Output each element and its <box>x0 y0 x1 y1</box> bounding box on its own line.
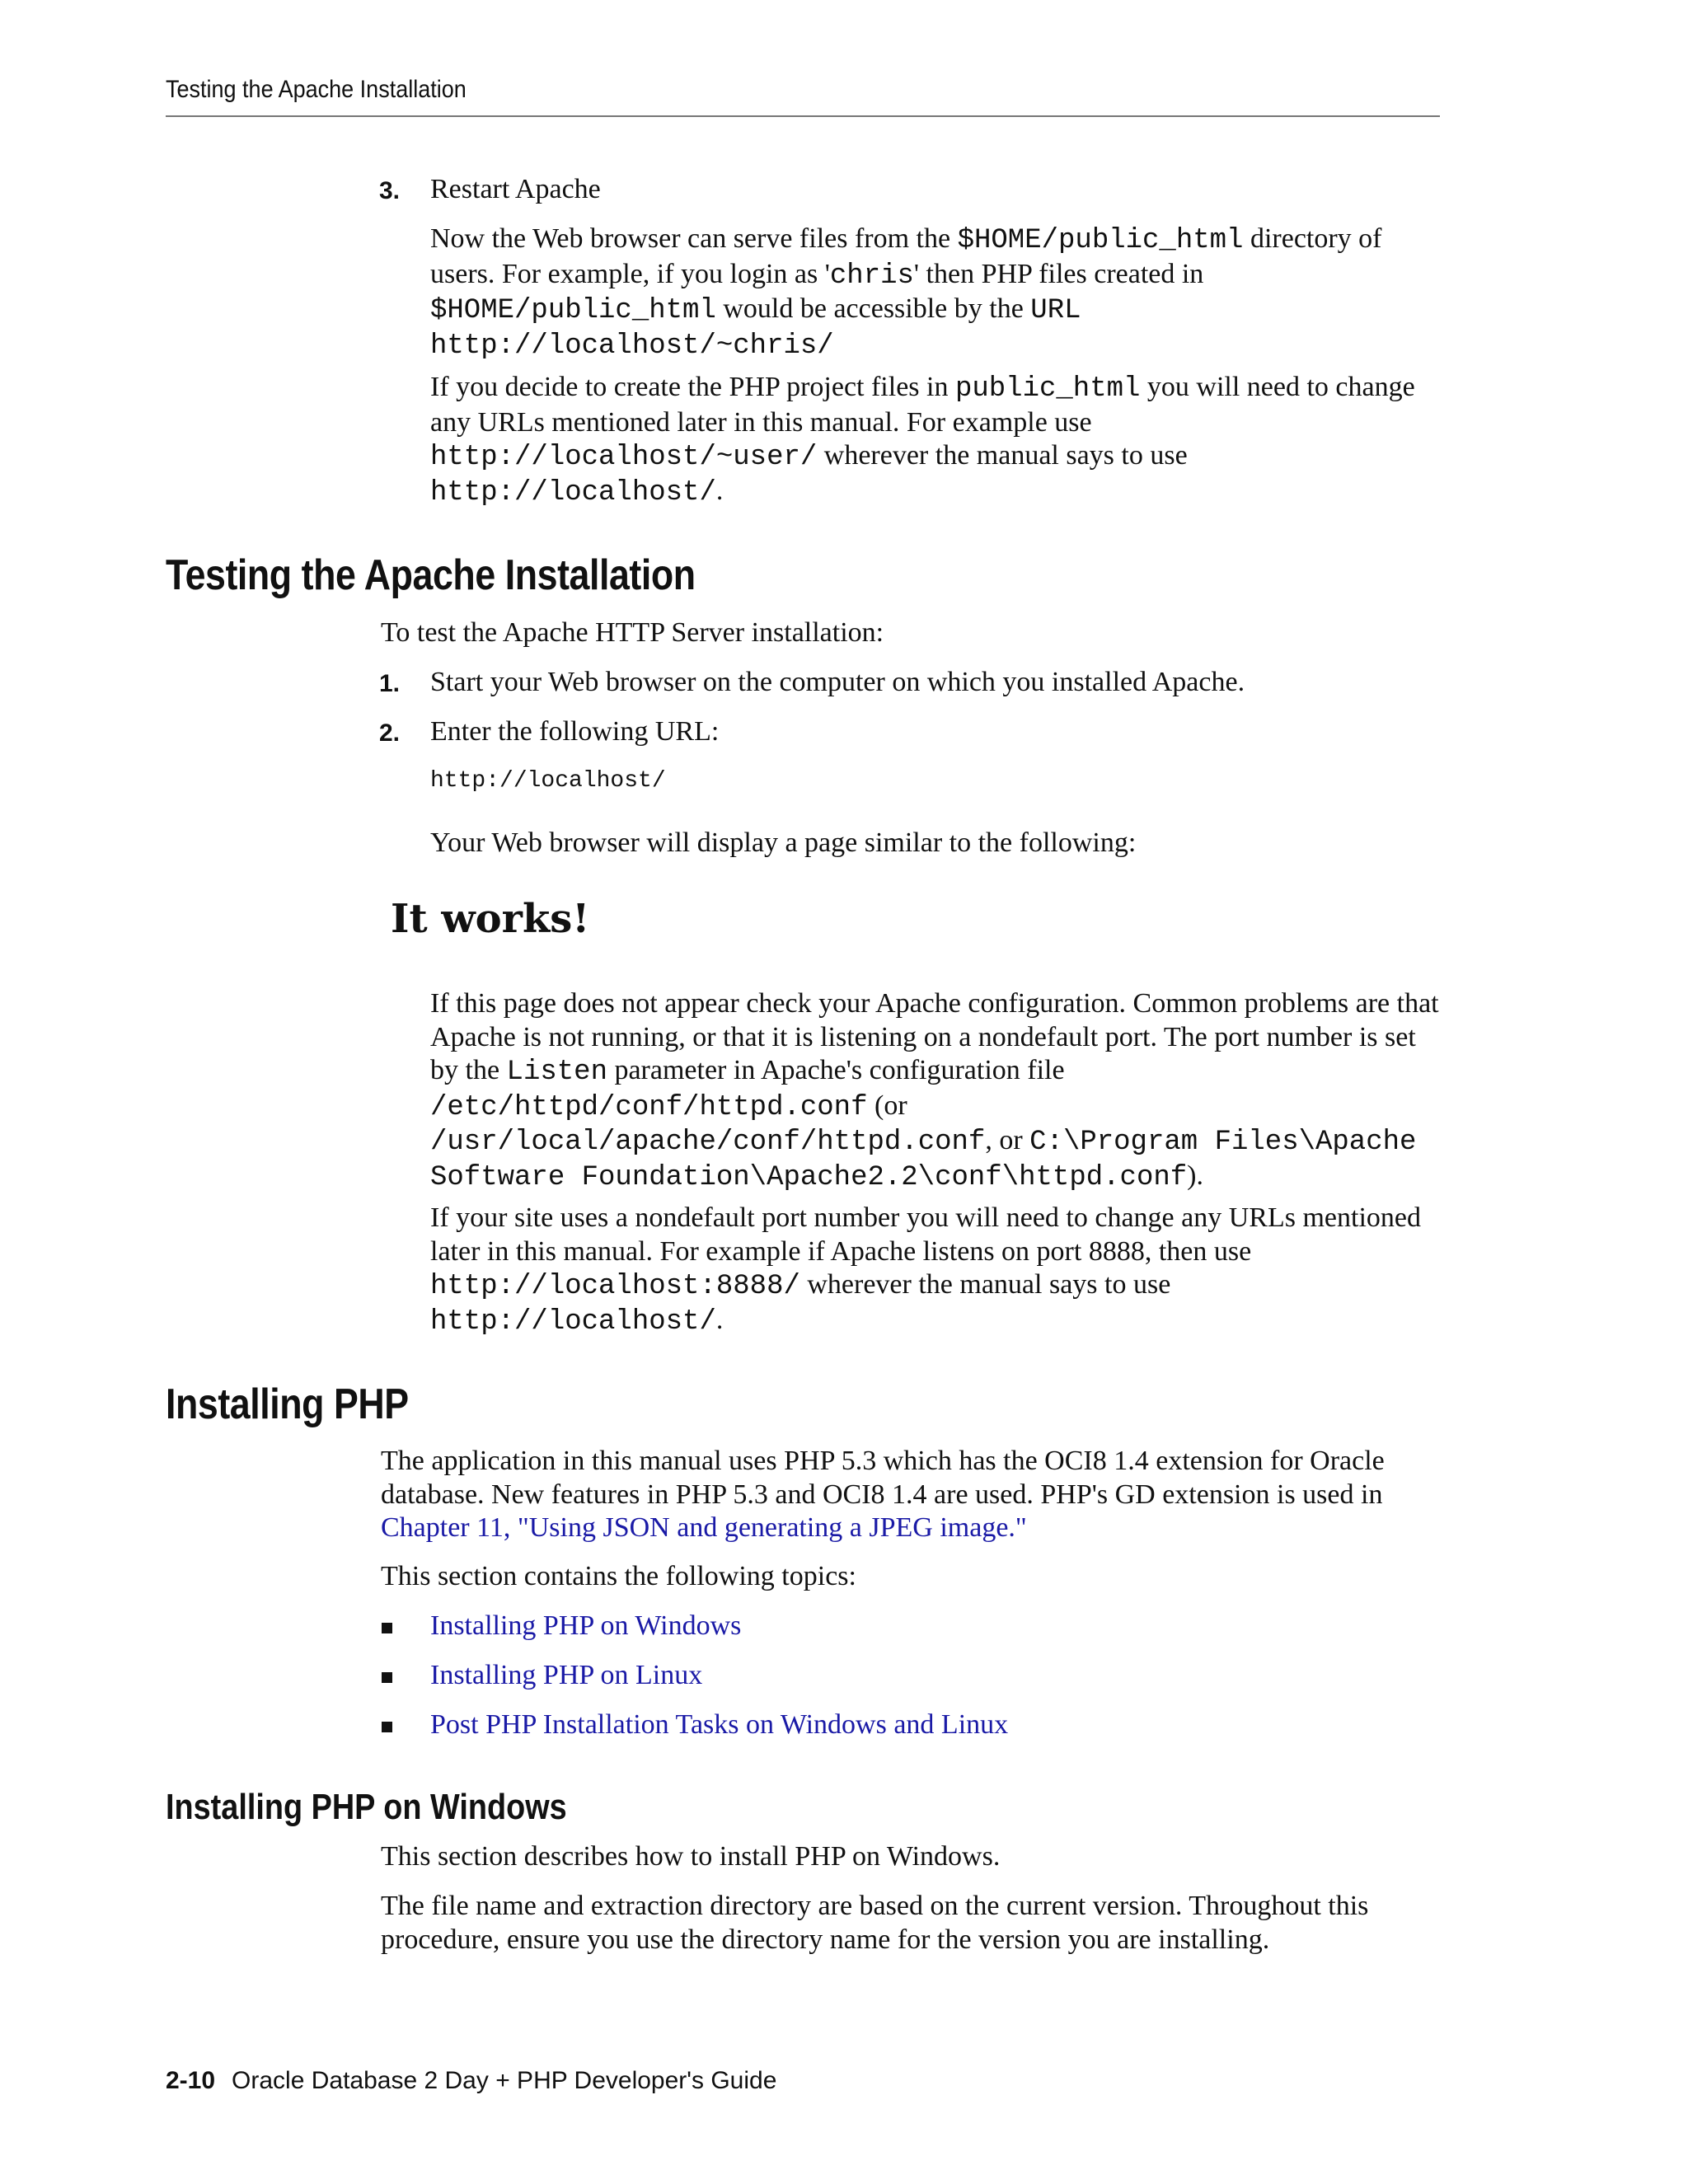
chapter-11-link[interactable]: Chapter 11, "Using JSON and generating a JPEG image." <box>381 1512 1027 1543</box>
url-example: http://localhost/ <box>430 768 666 794</box>
php-windows-paragraph-1: This section describes how to install PHP on Windows. <box>381 1841 1001 1872</box>
troubleshooting-paragraph: If this page does not appear check your Apache configuration. Common problems are that Apache is not running, or that it is listening on a nondefault port. The port number is set by the Listen parameter in Apache's configuration file /etc/httpd/conf/httpd.conf (or /usr/local/apache/conf/httpd.conf, or C:\Program Files\Apache Software Foundation\Apache2.2\conf\httpd.conf). <box>430 988 1439 1193</box>
installing-php-intro: The application in this manual uses PHP 5.3 which has the OCI8 1.4 extension for Oracle database. New features in PHP 5.3 and OCI8 1.4 are used. PHP's GD extension is used in Chapter 11, "Using JSON and generating a JPEG image." <box>381 1446 1385 1543</box>
bullet-icon <box>382 1623 392 1633</box>
running-header: Testing the Apache Installation <box>166 76 467 103</box>
step-text: Start your Web browser on the computer on which you installed Apache. <box>430 667 1245 697</box>
port-paragraph: If your site uses a nondefault port number you will need to change any URLs mentioned later in this manual. For example if Apache listens on port 8888, then use http://localhost:8888/ wherever the manual says to use http://localhost/. <box>430 1202 1421 1338</box>
step-title: Restart Apache <box>430 174 601 204</box>
step-number: 2. <box>379 719 401 747</box>
display-text: Your Web browser will display a page similar to the following: <box>430 827 1137 858</box>
step-text: Enter the following URL: <box>430 716 720 747</box>
section-heading-installing-php: Installing PHP <box>166 1380 409 1428</box>
topic-link-php-windows[interactable]: Installing PHP on Windows <box>430 1610 742 1641</box>
topics-intro: This section contains the following topics: <box>381 1561 856 1591</box>
step-number: 1. <box>379 670 401 697</box>
bullet-icon <box>382 1722 392 1732</box>
step3-paragraph-2: If you decide to create the PHP project files in public_html you will need to change any URLs mentioned later in this manual. For example use http://localhost/~user/ wherever the manual says to use http://localhost/. <box>430 372 1415 509</box>
testing-intro: To test the Apache HTTP Server installation: <box>381 617 884 648</box>
bullet-icon <box>382 1672 392 1683</box>
step-number: 3. <box>379 177 401 204</box>
page-footer <box>166 2067 776 2095</box>
section-heading-testing-apache: Testing the Apache Installation <box>166 551 696 599</box>
it-works-screenshot <box>381 890 710 948</box>
step3-paragraph-1: Now the Web browser can serve files from the $HOME/public_html directory of users. For example, if you login as 'chris' then PHP files created in $HOME/public_html would be accessible by the URL http://localhost/~chris/ <box>430 223 1382 362</box>
topic-link-php-linux[interactable]: Installing PHP on Linux <box>430 1660 703 1690</box>
book-title: Oracle Database 2 Day + PHP Developer's Guide <box>232 2067 777 2094</box>
php-windows-paragraph-2: The file name and extraction directory are based on the current version. Throughout this procedure, ensure you use the directory name for the version you are installing. <box>381 1891 1369 1955</box>
subsection-heading-php-windows: Installing PHP on Windows <box>166 1787 567 1827</box>
page-number: 2-10 <box>166 2067 216 2094</box>
header-rule <box>166 115 1440 117</box>
topic-link-post-install[interactable]: Post PHP Installation Tasks on Windows and Linux <box>430 1709 1009 1740</box>
it-works-heading: It works! <box>391 896 590 942</box>
